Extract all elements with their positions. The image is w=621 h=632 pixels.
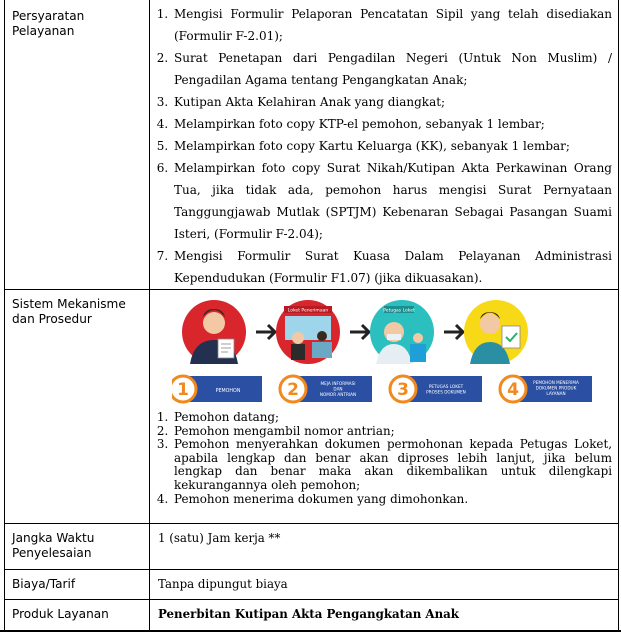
flow-step-3-sign: Petugas Loket (383, 308, 415, 314)
row-label: Biaya/Tarif (12, 577, 76, 591)
flow-step-number: 2 (287, 380, 299, 400)
flow-banner-1 (172, 376, 262, 402)
person-icon (203, 312, 225, 334)
row-requirements (5, 0, 619, 290)
document-icon (502, 326, 520, 348)
flow-step-4-illustration (464, 300, 528, 364)
flow-banner-2 (280, 376, 372, 402)
label-cell (5, 524, 150, 570)
cost-value: Tanpa dipungut biaya (158, 577, 288, 591)
list-item: 3. Pemohon menyerahkan dokumen permohonan kepada Petugas Loket, apabila lengkap dan benar akan diproses lebih lanjut, jika belum lengkap dan benar maka akan dikembalikan untuk dilengkapi kekurangannya oleh pemohon; (172, 438, 612, 492)
row-label: Persyaratan Pelayanan (12, 9, 85, 38)
flow-step-1-illustration (182, 300, 246, 364)
list-item: 1. Mengisi Formulir Pelaporan Pencatatan Sipil yang telah disediakan (Formulir F-2.01); (172, 3, 612, 47)
requirements-list (150, 3, 618, 289)
list-item: 6. Melampirkan foto copy Surat Nikah/Kutipan Akta Perkawinan Orang Tua, jika tidak ada, pemohon harus mengisi Surat Pernyataan Tanggungjawab Mutlak (SPTJM) Kebenaran Sebagai Pasangan Suami Isteri, (Formulir F-2.04); (172, 157, 612, 245)
flow-step-caption: PETUGAS LOKET PROSES DOKUMEN (426, 384, 466, 395)
arrow-right-icon (444, 325, 463, 339)
flow-banner-3 (390, 376, 482, 402)
arrow-right-icon (256, 325, 275, 339)
list-item: 7. Mengisi Formulir Surat Kuasa Dalam Pelayanan Administrasi Kependudukan (Formulir F1.07) (jika dikuasakan). (172, 245, 612, 289)
row-duration (5, 524, 619, 570)
value-cell (150, 290, 619, 524)
product-value: Penerbitan Kutipan Akta Pengangkatan Anak (158, 607, 459, 621)
flow-step-number: 4 (507, 380, 519, 400)
value-cell (150, 0, 619, 290)
list-item: 4. Pemohon menerima dokumen yang dimohonkan. (172, 493, 612, 507)
flow-step-number: 3 (397, 380, 409, 400)
flow-step-3-illustration (370, 300, 434, 364)
person-icon (480, 314, 500, 334)
flow-step-caption: MEJA INFORMASI DAN NOMOR ANTRIAN (319, 381, 357, 397)
list-item: 2. Pemohon mengambil nomor antrian; (172, 425, 612, 439)
value-cell (150, 524, 619, 570)
row-cost (5, 570, 619, 600)
row-procedure (5, 290, 619, 524)
procedure-flow-diagram (172, 292, 612, 407)
flow-banner-4 (500, 376, 592, 402)
row-label: Produk Layanan (12, 607, 109, 621)
service-table (4, 0, 619, 632)
flow-step-caption: PEMOHON (215, 389, 241, 394)
arrow-right-icon (350, 325, 369, 339)
row-product (5, 600, 619, 632)
value-cell (150, 570, 619, 600)
row-label: Sistem Mekanisme dan Prosedur (12, 297, 126, 326)
list-item: 5. Melampirkan foto copy Kartu Keluarga (KK), sebanyak 1 lembar; (172, 135, 612, 157)
list-item: 4. Melampirkan foto copy KTP-el pemohon, sebanyak 1 lembar; (172, 113, 612, 135)
procedure-steps-list (150, 411, 618, 506)
label-cell (5, 600, 150, 632)
duration-value: 1 (satu) Jam kerja ** (158, 531, 281, 545)
value-cell (150, 600, 619, 632)
label-cell (5, 290, 150, 524)
flow-step-2-illustration (276, 300, 340, 364)
document-icon (218, 339, 234, 358)
list-item: 2. Surat Penetapan dari Pengadilan Negeri (Untuk Non Muslim) / Pengadilan Agama tentang Pengangkatan Anak; (172, 47, 612, 91)
flow-step-number: 1 (177, 380, 189, 400)
list-item: 1. Pemohon datang; (172, 411, 612, 425)
flow-step-caption: PEMOHON MENERIMA DOKUMEN PRODUK LAYANAN (533, 380, 579, 396)
list-item: 3. Kutipan Akta Kelahiran Anak yang diangkat; (172, 91, 612, 113)
flow-step-2-sign: Loket Penerimaan (287, 308, 329, 314)
row-label: Jangka Waktu Penyelesaian (12, 531, 95, 560)
label-cell (5, 0, 150, 290)
label-cell (5, 570, 150, 600)
